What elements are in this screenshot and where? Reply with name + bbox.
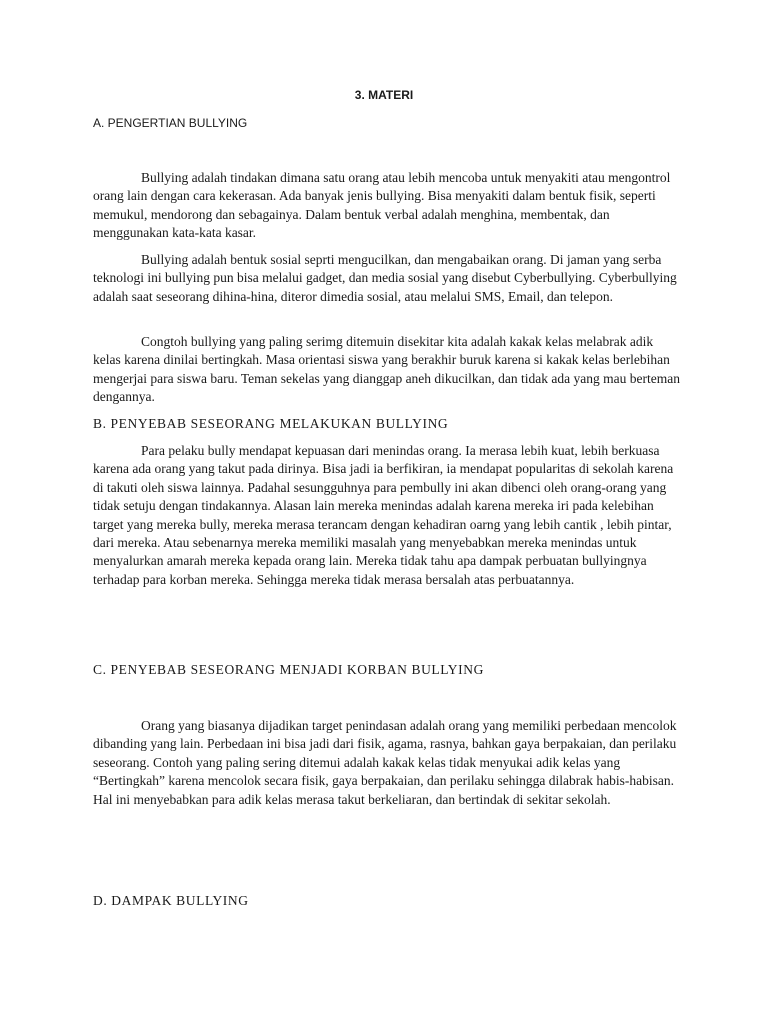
section-b-paragraph-1: Para pelaku bully mendapat kepuasan dari menindas orang. Ia merasa lebih kuat, lebih berkuasa karena ada orang yang takut pada dirinya. Bisa jadi ia berfikiran, ia mendapat popularitas di sekolah karena di takuti oleh siswa lainnya. Padahal sesungguhnya para pembully ini akan dibenci oleh orang-orang yang tidak setuju dengan tindakannya. Alasan lain mereka menindas adalah karena mereka iri pada kelebihan target yang mereka bully, mereka merasa terancam dengan kehadiran oarng yang lebih cantik , lebih pintar, dari mereka. Atau sebenarnya mereka memiliki masalah yang menyebabkan mereka menindas untuk menyalurkan amarah mereka kepada orang lain. Mereka tidak tahu apa dampak perbuatan bullyingnya terhadap para korban mereka. Sehingga mereka tidak merasa bersalah atas perbuatannya. xyxy=(93,443,674,587)
section-b-heading: B. PENYEBAB SESEORANG MELAKUKAN BULLYING xyxy=(93,416,449,431)
section-a-paragraph-3: Congtoh bullying yang paling serimg ditemuin disekitar kita adalah kakak kelas melabrak adik kelas karena dinilai bertingkah. Masa orientasi siswa yang berakhir buruk karena si kakak kelas berlebihan mengerjai para siswa baru. Teman sekelas yang dianggap aneh dikucilkan, dan tidak ada yang mau berteman dengannya. xyxy=(93,334,680,405)
document-title: 3. MATERI xyxy=(354,88,414,102)
section-a-paragraph-2: Bullying adalah bentuk sosial seprti mengucilkan, dan mengabaikan orang. Di jaman yang serba teknologi ini bullying pun bisa melalui gadget, dan media sosial yang disebut Cyberbullying. Cyberbullying adalah saat seseorang dihina-hina, diteror dimedia sosial, atau melalui SMS, Email, dan telepon. xyxy=(93,252,677,304)
section-d-heading: D. DAMPAK BULLYING xyxy=(93,893,249,908)
section-c-paragraph-1: Orang yang biasanya dijadikan target penindasan adalah orang yang memiliki perbedaan mencolok dibanding yang lain. Perbedaan ini bisa jadi dari fisik, agama, rasnya, bahkan gaya berpakaian, dan perilaku seseorang. Contoh yang paling sering ditemui adalah kakak kelas tidak menyukai adik kelas yang “Bertingkah” karena mencolok secara fisik, gaya berpakaian, dan perilaku sehingga dilabrak habis-habisan. Hal ini menyebabkan para adik kelas merasa takut berkeliaran, dan bertindak di sekitar sekolah. xyxy=(93,718,677,807)
section-a-heading: A. PENGERTIAN BULLYING xyxy=(93,116,248,130)
section-c-heading: C. PENYEBAB SESEORANG MENJADI KORBAN BULLYING xyxy=(93,662,484,677)
section-a-paragraph-1: Bullying adalah tindakan dimana satu orang atau lebih mencoba untuk menyakiti atau mengontrol orang lain dengan cara kekerasan. Ada banyak jenis bullying. Bisa menyakiti dalam bentuk fisik, seperti memukul, mendorong dan sebagainya. Dalam bentuk verbal adalah menghina, membentak, dan menggunakan kata-kata kasar. xyxy=(93,170,671,241)
